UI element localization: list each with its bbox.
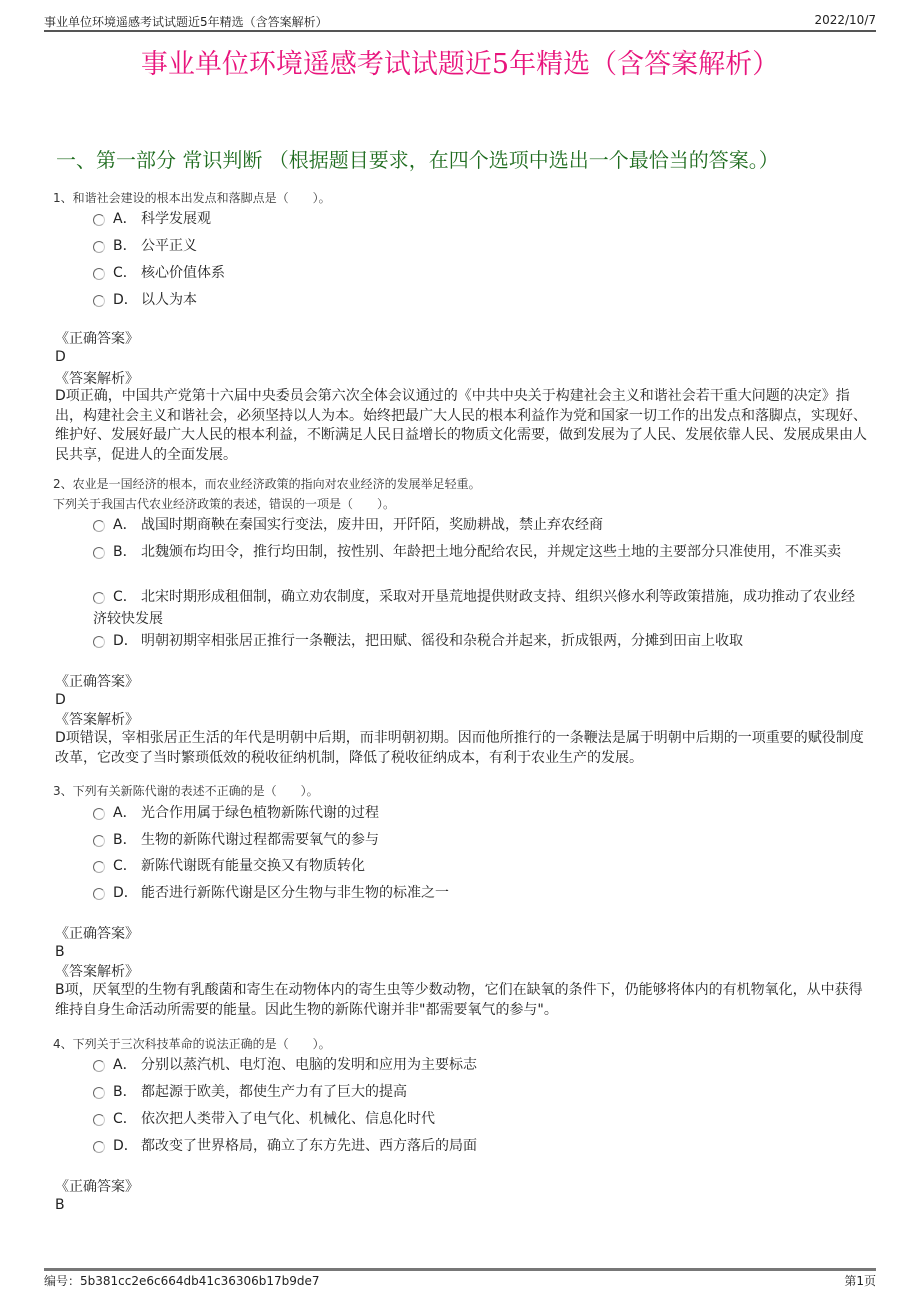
radio-button-icon[interactable] <box>93 1087 105 1099</box>
analysis-label: 《答案解析》 <box>55 964 139 980</box>
option-letter: A． <box>113 805 137 821</box>
radio-button-icon[interactable] <box>93 214 105 226</box>
correct-answer-value: D <box>55 692 66 708</box>
correct-answer-value: B <box>55 1197 65 1213</box>
radio-button-icon[interactable] <box>93 1060 105 1072</box>
option-letter: C． <box>113 265 137 281</box>
option-text: 北宋时期形成租佃制，确立劝农制度，采取对开垦荒地提供财政支持、组织兴修水利等政策措施，成功推动了农业经济较快发展 <box>93 589 855 627</box>
correct-answer-label: 《正确答案》 <box>55 926 139 942</box>
option-letter: B． <box>113 832 137 848</box>
answer-option[interactable] <box>93 586 865 630</box>
radio-button-icon[interactable] <box>93 835 105 847</box>
option-text: 北魏颁布均田令，推行均田制，按性别、年龄把土地分配给农民，并规定这些土地的主要部分只准使用，不准买卖 <box>141 544 841 560</box>
option-letter: A． <box>113 211 137 227</box>
question-stem: 2、农业是一国经济的根本，而农业经济政策的指向对农业经济的发展举足轻重。 <box>53 477 481 491</box>
option-text: 光合作用属于绿色植物新陈代谢的过程 <box>141 805 379 821</box>
option-letter: D． <box>113 292 138 308</box>
footer-id: 编号：5b381cc2e6c664db41c36306b17b9de7 <box>44 1274 320 1288</box>
option-text: 核心价值体系 <box>141 265 225 281</box>
question-stem: 1、和谐社会建设的根本出发点和落脚点是（ ）。 <box>53 191 331 205</box>
option-text: 都起源于欧美，都使生产力有了巨大的提高 <box>141 1084 407 1100</box>
answer-option[interactable] <box>93 235 865 257</box>
option-text: 分别以蒸汽机、电灯泡、电脑的发明和应用为主要标志 <box>141 1057 477 1073</box>
answer-option[interactable] <box>93 829 865 851</box>
option-letter: C． <box>113 589 137 605</box>
header-doc-title: 事业单位环境遥感考试试题近5年精选（含答案解析） <box>44 15 328 29</box>
analysis-text: D项错误，宰相张居正生活的年代是明朝中后期，而非明朝初期。因而他所推行的一条鞭法是属于明朝中后期的一项重要的赋役制度改革，它改变了当时繁琐低效的税收征纳机制，降低了税收征纳成本，有利于农业生产的发展。 <box>55 730 864 766</box>
analysis-label: 《答案解析》 <box>55 712 139 728</box>
answer-option[interactable] <box>93 855 865 877</box>
radio-button-icon[interactable] <box>93 520 105 532</box>
answer-option[interactable] <box>93 882 865 904</box>
footer-page: 第1页 <box>844 1274 876 1288</box>
option-letter: B． <box>113 544 137 560</box>
option-text: 能否进行新陈代谢是区分生物与非生物的标准之一 <box>141 885 449 901</box>
option-text: 明朝初期宰相张居正推行一条鞭法，把田赋、徭役和杂税合并起来，折成银两，分摊到田亩上收取 <box>141 633 743 649</box>
analysis-text: B项，厌氧型的生物有乳酸菌和寄生在动物体内的寄生虫等少数动物，它们在缺氧的条件下，仍能够将体内的有机物氧化，从中获得维持自身生命活动所需要的能量。因此生物的新陈代谢并非"都需要氧气的参与"。 <box>55 982 863 1018</box>
correct-answer-label: 《正确答案》 <box>55 331 139 347</box>
radio-button-icon[interactable] <box>93 295 105 307</box>
option-letter: D． <box>113 633 138 649</box>
radio-button-icon[interactable] <box>93 547 105 559</box>
option-text: 战国时期商鞅在秦国实行变法，废井田，开阡陌，奖励耕战，禁止弃农经商 <box>141 517 603 533</box>
option-text: 新陈代谢既有能量交换又有物质转化 <box>141 858 365 874</box>
option-text: 都改变了世界格局，确立了东方先进、西方落后的局面 <box>141 1138 477 1154</box>
option-letter: D． <box>113 885 138 901</box>
option-text: 生物的新陈代谢过程都需要氧气的参与 <box>141 832 379 848</box>
header-date: 2022/10/7 <box>814 13 876 27</box>
footer-rule <box>44 1268 876 1271</box>
analysis-text: D项正确，中国共产党第十六届中央委员会第六次全体会议通过的《中共中央关于构建社会主义和谐社会若干重大问题的决定》指出，构建社会主义和谐社会，必须坚持以人为本。始终把最广大人民的根本利益作为党和国家一切工作的出发点和落脚点，实现好、维护好、发展好最广大人民的根本利益，不断满足人民日益增长的物质文化需要，做到发展为了人民、发展依靠人民、发展成果由人民共享，促进人的全面发展。 <box>55 388 867 463</box>
option-letter: B． <box>113 1084 137 1100</box>
option-letter: D． <box>113 1138 138 1154</box>
radio-button-icon[interactable] <box>93 808 105 820</box>
answer-option[interactable] <box>93 1054 865 1076</box>
question-stem: 3、下列有关新陈代谢的表述不正确的是（ ）。 <box>53 784 319 798</box>
option-letter: B． <box>113 238 137 254</box>
radio-button-icon[interactable] <box>93 888 105 900</box>
option-text: 以人为本 <box>141 292 197 308</box>
analysis-label: 《答案解析》 <box>55 371 139 387</box>
question-stem: 下列关于我国古代农业经济政策的表述，错误的一项是（ ）。 <box>53 497 396 511</box>
correct-answer-label: 《正确答案》 <box>55 1179 139 1195</box>
answer-option[interactable] <box>93 208 865 230</box>
option-letter: C． <box>113 858 137 874</box>
radio-button-icon[interactable] <box>93 592 105 604</box>
option-letter: C． <box>113 1111 137 1127</box>
option-letter: A． <box>113 517 137 533</box>
answer-option[interactable] <box>93 802 865 824</box>
radio-button-icon[interactable] <box>93 268 105 280</box>
option-text: 依次把人类带入了电气化、机械化、信息化时代 <box>141 1111 435 1127</box>
radio-button-icon[interactable] <box>93 1114 105 1126</box>
radio-button-icon[interactable] <box>93 861 105 873</box>
answer-option[interactable] <box>93 262 865 284</box>
answer-option[interactable] <box>93 1135 865 1157</box>
radio-button-icon[interactable] <box>93 1141 105 1153</box>
page-title: 事业单位环境遥感考试试题近5年精选（含答案解析） <box>140 49 780 80</box>
option-letter: A． <box>113 1057 137 1073</box>
radio-button-icon[interactable] <box>93 636 105 648</box>
answer-option[interactable] <box>93 1081 865 1103</box>
correct-answer-value: D <box>55 349 66 365</box>
radio-button-icon[interactable] <box>93 241 105 253</box>
answer-option[interactable] <box>93 289 865 311</box>
section-heading: 一、第一部分 常识判断 （根据题目要求，在四个选项中选出一个最恰当的答案。） <box>56 148 779 172</box>
answer-option[interactable] <box>93 541 865 563</box>
answer-option[interactable] <box>93 1108 865 1130</box>
answer-option[interactable] <box>93 514 865 536</box>
option-text: 公平正义 <box>141 238 197 254</box>
correct-answer-label: 《正确答案》 <box>55 674 139 690</box>
answer-option[interactable] <box>93 630 865 652</box>
correct-answer-value: B <box>55 944 65 960</box>
question-stem: 4、下列关于三次科技革命的说法正确的是（ ）。 <box>53 1037 331 1051</box>
header-rule <box>44 30 876 32</box>
option-text: 科学发展观 <box>141 211 211 227</box>
